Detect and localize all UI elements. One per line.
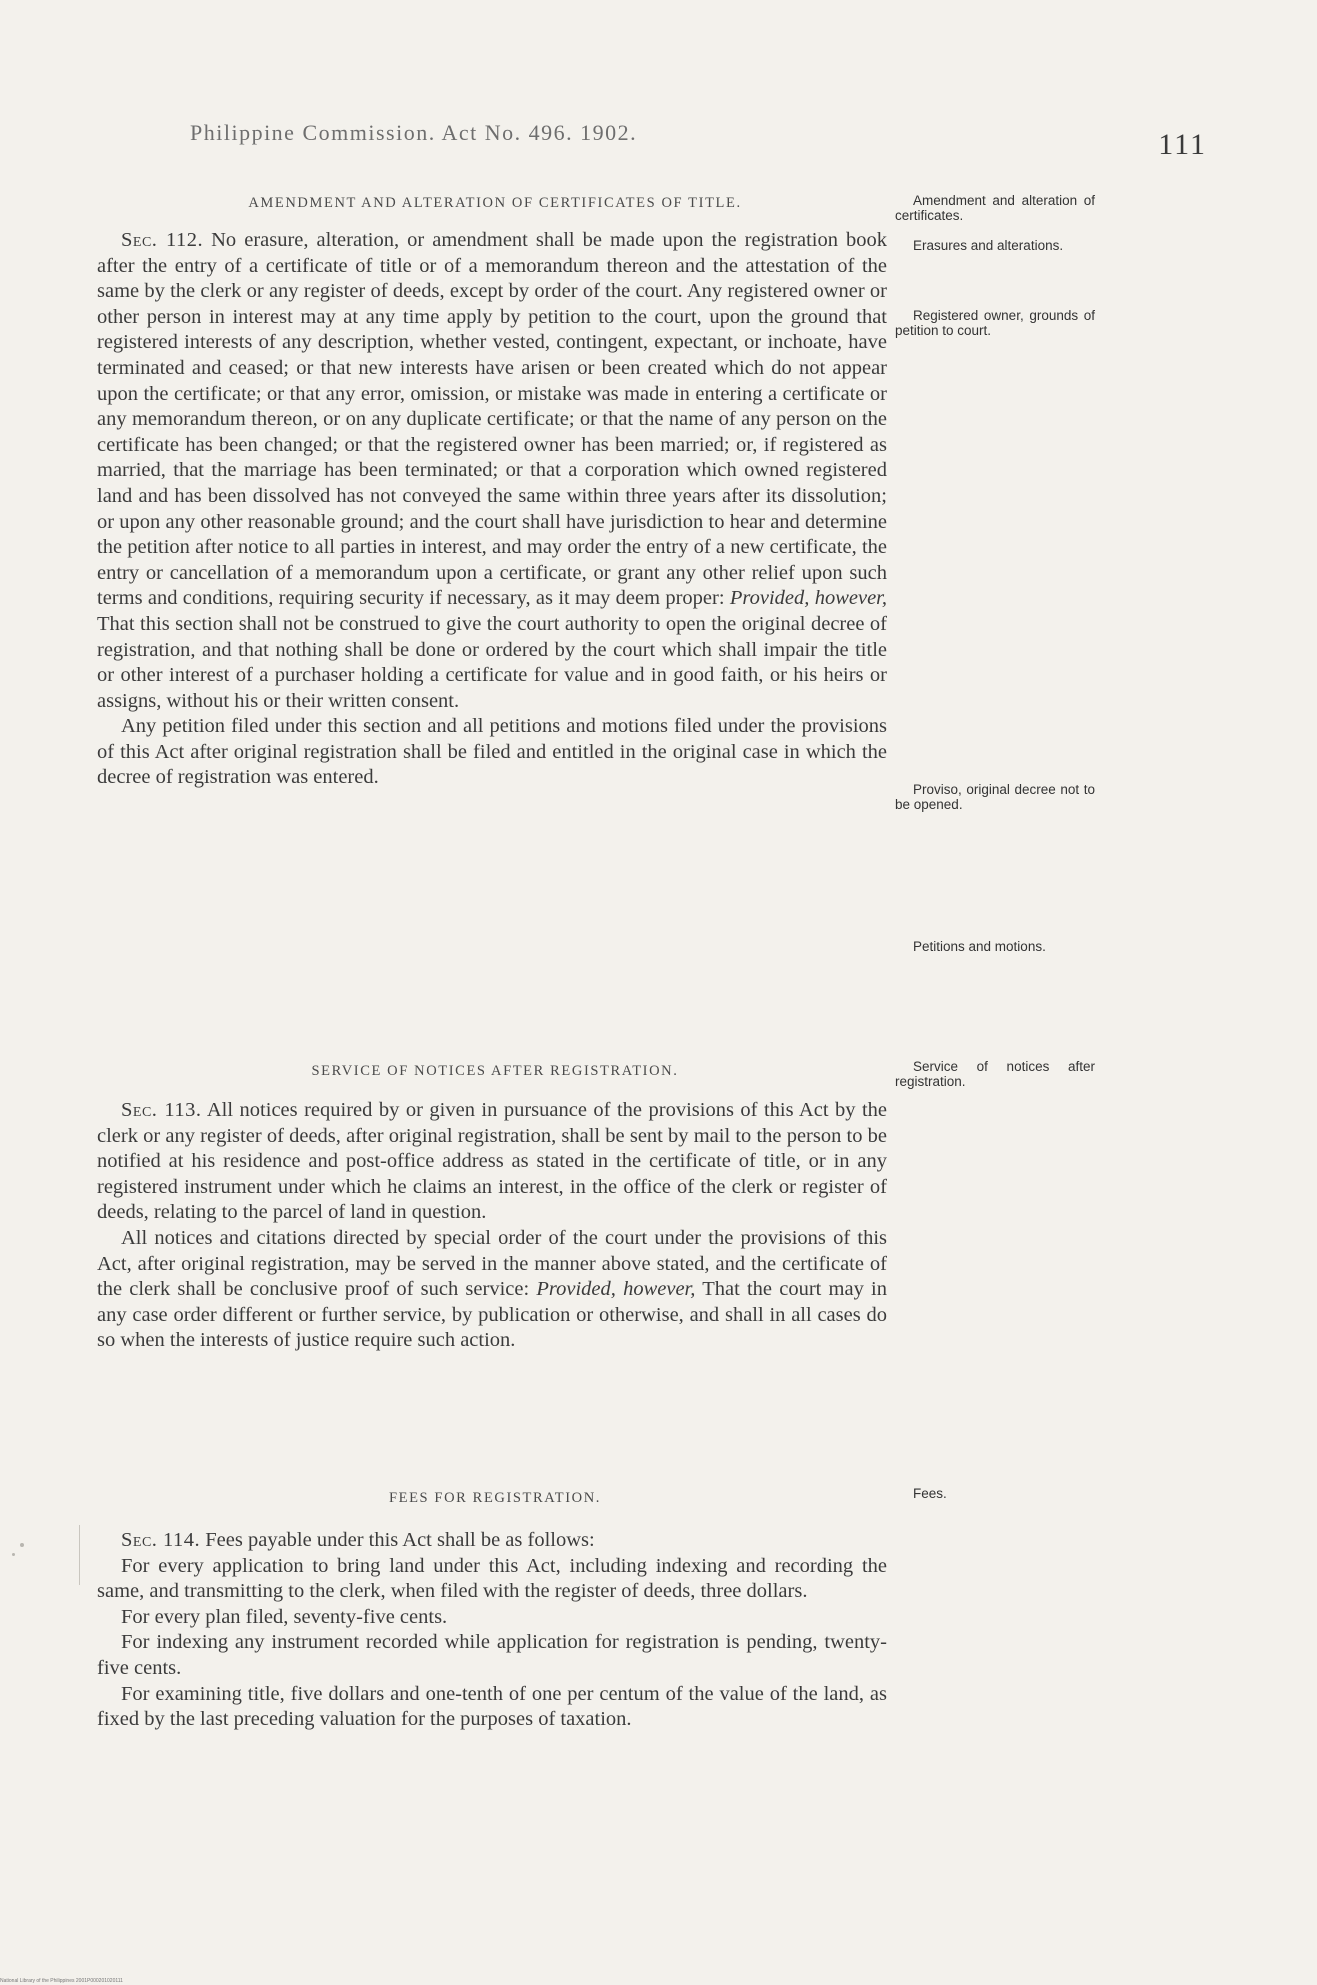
margin-note-proviso: Proviso, original decree not to be opened. [895, 782, 1095, 812]
section-heading-fees: FEES FOR REGISTRATION. [388, 1490, 602, 1506]
sec-113-label: Sec. 113. [121, 1099, 202, 1121]
section-heading-service: SERVICE OF NOTICES AFTER REGISTRATION. [311, 1063, 679, 1079]
sec-114-text: Fees payable under this Act shall be as follows: [205, 1529, 595, 1551]
sec-114-paragraph-3: For every plan filed, seventy-five cents. [121, 1605, 448, 1628]
margin-note-amendment: Amendment and alteration of certificates. [895, 193, 1095, 223]
sec-112-proviso: Provided, however, [729, 587, 887, 610]
scan-artifact-dot [20, 1543, 24, 1547]
sec-114-paragraph-4: For indexing any instrument recorded while application for registration is pending, twenty-five cents. [97, 1631, 887, 1679]
sec-113-paragraph-1 [97, 1098, 887, 1226]
sec-113-paragraph-2 [97, 1226, 887, 1354]
sec-113-text-b: That the court may in any case order different or further service, by publication or otherwise, and shall in all cases do so when the interests of justice require such action. [97, 1278, 887, 1352]
sec-114-label: Sec. 114. [121, 1529, 201, 1551]
sec-112-text-b: That this section shall not be construed to give the court authority to open the original decree of registration, and that nothing shall be done or ordered by the court which shall impair the title or other interest of a purchaser holding a certificate for value and in good faith, or his heirs or assigns, without his or their written consent. [97, 612, 887, 712]
section-113 [97, 1098, 887, 1354]
sec-112-paragraph-1 [97, 228, 887, 714]
sec-114-paragraph-1 [97, 1528, 887, 1554]
scan-artifact-line [79, 1525, 80, 1585]
margin-note-registered-owner: Registered owner, grounds of petition to court. [895, 308, 1095, 338]
sec-114-paragraph-2: For every application to bring land under this Act, including indexing and recording the same, and transmitting to the clerk, when filed with the register of deeds, three dollars. [97, 1554, 887, 1603]
sec-114-paragraph-5: For examining title, five dollars and one-tenth of one per centum of the value of the land, as fixed by the last preceding valuation for the purposes of taxation. [97, 1682, 887, 1731]
sec-113-text: All notices required by or given in pursuance of the provisions of this Act by the clerk or any register of deeds, after original registration, shall be sent by mail to the person to be notified at his residence and post-office address as stated in the certificate of title, or in any registered instrument under which he claims an interest, in the office of the clerk or register of deeds, relating to the parcel of land in question. [97, 1099, 888, 1224]
margin-note-service: Service of notices after registration. [895, 1059, 1095, 1089]
page-number: 111 [1158, 128, 1207, 161]
sec-113-text-a: All notices and citations directed by special order of the court under the provisions of this Act, after original registration, may be served in the manner above stated, and the certificate of the clerk shall be conclusive proof of such service: [97, 1226, 887, 1301]
section-114 [97, 1528, 887, 1733]
scan-artifact-dot [12, 1553, 15, 1556]
margin-note-erasures: Erasures and alterations. [913, 238, 1064, 253]
margin-note-fees: Fees. [913, 1486, 947, 1501]
sec-112-text-a: No erasure, alteration, or amendment shall be made upon the registration book after the entry of a certificate of title or of a memorandum thereon and the attestation of the same by the clerk or any register of deeds, except by order of the court. Any registered owner or other person in interest may at any time apply by petition to the court, upon the ground that registered interests of any description, whether vested, contingent, expectant, or inchoate, have terminated and ceased; or that new interests have arisen or been created which do not appear upon the certificate; or that any error, omission, or mistake was made in entering a certificate or any memorandum thereon, or on any duplicate certificate; or that the name of any person on the certificate has been changed; or that the registered owner has been married; or, if registered as married, that the marriage has been terminated; or that a corporation which owned registered land and has been dissolved has not conveyed the same within three years after its dissolution; or upon any other reasonable ground; and the court shall have jurisdiction to hear and determine the petition after notice to all parties in interest, and may order the entry of a new certificate, the entry or cancellation of a memorandum upon a certificate, or grant any other relief upon such terms and conditions, requiring security if necessary, as it may deem proper: [97, 229, 888, 610]
digitization-stamp: National Library of the Philippines 2001P000201020111 [0, 1978, 123, 1984]
margin-note-petitions: Petitions and motions. [913, 939, 1046, 954]
sec-112-paragraph-2: Any petition filed under this section and all petitions and motions filed under the provisions of this Act after original registration shall be filed and entitled in the original case in which the decree of registration was entered. [97, 715, 887, 789]
section-112 [97, 228, 887, 791]
section-heading-amendment: AMENDMENT AND ALTERATION OF CERTIFICATES OF TITLE. [248, 195, 742, 211]
sec-113-proviso: Provided, however, [536, 1278, 696, 1301]
sec-112-label: Sec. 112. [121, 229, 204, 251]
running-head: Philippine Commission. Act No. 496. 1902. [190, 120, 638, 145]
